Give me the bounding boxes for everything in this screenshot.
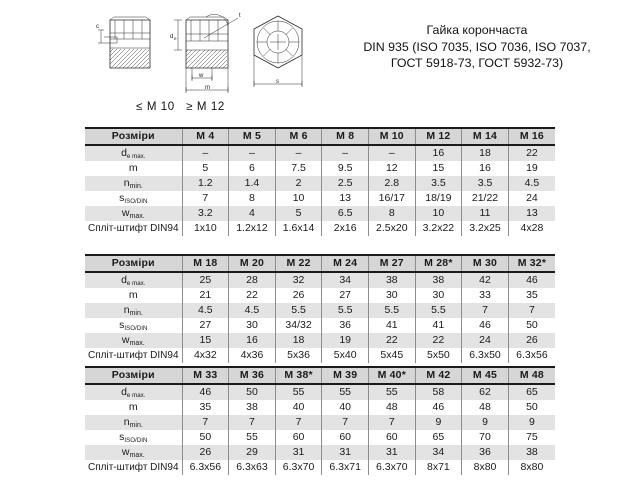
cell: 19 — [322, 333, 369, 348]
dim-label-s: s — [276, 79, 279, 85]
cell: 15 — [415, 161, 462, 176]
cell: 5.5 — [275, 303, 322, 318]
cell: 6.5 — [322, 206, 369, 221]
cell: 35 — [508, 288, 555, 303]
cell: 34/32 — [275, 318, 322, 333]
cell: 5.5 — [322, 303, 369, 318]
cell: 15 — [182, 333, 229, 348]
cell: 13 — [322, 191, 369, 206]
cell: 16 — [229, 333, 276, 348]
cell: 38 — [229, 400, 276, 415]
drawing-side-view-tall — [170, 13, 241, 93]
cell: – — [275, 145, 322, 161]
cell: 26 — [182, 445, 229, 460]
column-header: M 22 — [275, 255, 322, 272]
table-row — [85, 288, 555, 303]
cell: 5x50 — [415, 348, 462, 363]
column-header: M 20 — [229, 255, 276, 272]
cell: 5 — [275, 206, 322, 221]
dim-label-t: t — [239, 13, 241, 19]
cell: 16 — [415, 145, 462, 161]
cell: 22 — [415, 333, 462, 348]
row-label-s: $s_{ISO/DIN}$ — [85, 318, 182, 333]
column-header: M 4 — [182, 128, 229, 145]
cell: 8x71 — [415, 460, 462, 475]
cell: 38 — [368, 272, 415, 288]
cell: 8x80 — [508, 460, 555, 475]
cell: 34 — [415, 445, 462, 460]
column-header: M 39 — [322, 367, 369, 384]
cell: 6.3x71 — [322, 460, 369, 475]
table-row — [85, 221, 555, 236]
cell: 7 — [508, 303, 555, 318]
cell: 42 — [462, 272, 509, 288]
table-header-row — [85, 255, 555, 272]
cell: 7 — [462, 303, 509, 318]
column-header: M 14 — [462, 128, 509, 145]
table-row — [85, 303, 555, 318]
cell: 6.3x56 — [508, 348, 555, 363]
cell: 16 — [462, 161, 509, 176]
drawing-caption: ≤ M 10 ≥ M 12 — [136, 101, 225, 113]
cell: 12 — [368, 161, 415, 176]
cell: 62 — [462, 384, 509, 400]
cell: 6.3x56 — [182, 460, 229, 475]
dim-label-m: m — [205, 85, 210, 91]
cell: 48 — [368, 400, 415, 415]
column-header: M 38* — [275, 367, 322, 384]
cell: 60 — [322, 430, 369, 445]
cell: 41 — [368, 318, 415, 333]
column-header: M 24 — [322, 255, 369, 272]
cell: 1x10 — [182, 221, 229, 236]
cell: 46 — [508, 272, 555, 288]
table-row — [85, 333, 555, 348]
cell: 55 — [229, 430, 276, 445]
row-label-n: $n_{min.}$ — [85, 176, 182, 191]
cell: 9.5 — [322, 161, 369, 176]
drawing-top-view-hex — [254, 16, 302, 87]
header-area — [0, 0, 640, 122]
cell: 3.2 — [182, 206, 229, 221]
cell: 24 — [462, 333, 509, 348]
table-row — [85, 161, 555, 176]
cell: 3.2x25 — [462, 221, 509, 236]
cell: 3.2x22 — [415, 221, 462, 236]
table-row — [85, 415, 555, 430]
column-header: M 45 — [462, 367, 509, 384]
column-header: M 8 — [322, 128, 369, 145]
row-label-s: $s_{ISO/DIN}$ — [85, 430, 182, 445]
spec-table-2 — [85, 254, 555, 363]
cell: 40 — [275, 400, 322, 415]
castle-nut-drawing-svg — [88, 6, 318, 106]
cell: 55 — [322, 384, 369, 400]
cell: 65 — [508, 384, 555, 400]
row-label-s: $s_{ISO/DIN}$ — [85, 191, 182, 206]
table-header-row — [85, 367, 555, 384]
cell: 2.8 — [368, 176, 415, 191]
table-row — [85, 272, 555, 288]
row-label-n: $n_{min.}$ — [85, 415, 182, 430]
table-row — [85, 191, 555, 206]
cell: – — [322, 145, 369, 161]
cell: 6.3x70 — [275, 460, 322, 475]
cell: 5x45 — [368, 348, 415, 363]
drawing-side-view-short — [96, 17, 150, 68]
cell: 55 — [275, 384, 322, 400]
dim-label-de-sub: e — [174, 36, 177, 41]
cell: 33 — [462, 288, 509, 303]
cell: 8 — [229, 191, 276, 206]
cell: 24 — [508, 191, 555, 206]
title-line-2: DIN 935 (ISO 7035, ISO 7036, ISO 7037, — [363, 39, 591, 54]
cell: 18 — [462, 145, 509, 161]
cell: 7 — [182, 415, 229, 430]
cell: 16/17 — [368, 191, 415, 206]
column-header: Розміри — [85, 128, 182, 145]
column-header: M 27 — [368, 255, 415, 272]
column-header: M 48 — [508, 367, 555, 384]
cell: 27 — [322, 288, 369, 303]
column-header: M 16 — [508, 128, 555, 145]
cell: 26 — [275, 288, 322, 303]
cell: 34 — [322, 272, 369, 288]
cell: 9 — [415, 415, 462, 430]
cell: 1.4 — [229, 176, 276, 191]
cell: 65 — [415, 430, 462, 445]
cell: 4 — [229, 206, 276, 221]
row-label-split-pin: Спліт-штифт DIN94 — [85, 348, 182, 363]
cell: 10 — [415, 206, 462, 221]
cell: 35 — [182, 400, 229, 415]
cell: 50 — [508, 318, 555, 333]
row-label-w: $w_{max.}$ — [85, 206, 182, 221]
cell: 50 — [508, 400, 555, 415]
cell: 7 — [182, 191, 229, 206]
row-label-m: m — [85, 288, 182, 303]
cell: 30 — [368, 288, 415, 303]
cell: 1.2 — [182, 176, 229, 191]
cell: 36 — [322, 318, 369, 333]
cell: 4x32 — [182, 348, 229, 363]
cell: 2 — [275, 176, 322, 191]
cell: 6.3x50 — [462, 348, 509, 363]
row-label-m: m — [85, 400, 182, 415]
cell: 31 — [322, 445, 369, 460]
cell: 6.3x70 — [368, 460, 415, 475]
cell: 30 — [229, 318, 276, 333]
cell: 3.5 — [415, 176, 462, 191]
cell: 36 — [462, 445, 509, 460]
cell: 6.3x63 — [229, 460, 276, 475]
column-header: M 5 — [229, 128, 276, 145]
cell: 7 — [229, 415, 276, 430]
cell: 46 — [415, 400, 462, 415]
cell: 31 — [368, 445, 415, 460]
title-line-3: ГОСТ 5918-73, ГОСТ 5932-73) — [390, 56, 564, 70]
table-row — [85, 430, 555, 445]
row-label-de: $d_{e max.}$ — [85, 145, 182, 161]
cell: 22 — [229, 288, 276, 303]
cell: 9 — [508, 415, 555, 430]
cell: 29 — [229, 445, 276, 460]
table-row — [85, 384, 555, 400]
cell: 40 — [322, 400, 369, 415]
table-row — [85, 206, 555, 221]
column-header: M 30 — [462, 255, 509, 272]
cell: 60 — [275, 430, 322, 445]
table-row — [85, 145, 555, 161]
row-label-w: $w_{max.}$ — [85, 445, 182, 460]
cell: 19 — [508, 161, 555, 176]
cell: 1.6x14 — [275, 221, 322, 236]
column-header: M 10 — [368, 128, 415, 145]
cell: 13 — [508, 206, 555, 221]
spec-table-1 — [85, 127, 555, 236]
column-header: M 36 — [229, 367, 276, 384]
cell: 2x16 — [322, 221, 369, 236]
cell: 5x40 — [322, 348, 369, 363]
cell: 4x28 — [508, 221, 555, 236]
cell: 50 — [182, 430, 229, 445]
cell: 58 — [415, 384, 462, 400]
dim-label-de: d — [170, 34, 174, 40]
cell: 21 — [182, 288, 229, 303]
cell: 7 — [322, 415, 369, 430]
cell: 2.5x20 — [368, 221, 415, 236]
cell: 50 — [229, 384, 276, 400]
spec-table-3 — [85, 366, 555, 475]
cell: 5x36 — [275, 348, 322, 363]
cell: 38 — [508, 445, 555, 460]
column-header: M 40* — [368, 367, 415, 384]
cell: 30 — [415, 288, 462, 303]
cell: 32 — [275, 272, 322, 288]
cell: 5 — [182, 161, 229, 176]
cell: 25 — [182, 272, 229, 288]
cell: 46 — [462, 318, 509, 333]
row-label-split-pin: Спліт-штифт DIN94 — [85, 221, 182, 236]
cell: – — [229, 145, 276, 161]
cell: 75 — [508, 430, 555, 445]
cell: 48 — [462, 400, 509, 415]
cell: – — [182, 145, 229, 161]
column-header: Розміри — [85, 367, 182, 384]
dim-label-c: c — [96, 24, 99, 30]
cell: 21/22 — [462, 191, 509, 206]
column-header: M 18 — [182, 255, 229, 272]
cell: 27 — [182, 318, 229, 333]
cell: 3.5 — [462, 176, 509, 191]
cell: 4.5 — [182, 303, 229, 318]
cell: 7 — [368, 415, 415, 430]
table-row — [85, 318, 555, 333]
cell: 18/19 — [415, 191, 462, 206]
table-row — [85, 176, 555, 191]
row-label-de: $d_{e max.}$ — [85, 384, 182, 400]
table-row — [85, 400, 555, 415]
title-line-1: Гайка корончаста — [426, 23, 528, 37]
cell: 10 — [275, 191, 322, 206]
cell: 4x36 — [229, 348, 276, 363]
cell: – — [368, 145, 415, 161]
column-header: M 42 — [415, 367, 462, 384]
column-header: M 33 — [182, 367, 229, 384]
cell: 6 — [229, 161, 276, 176]
cell: 8 — [368, 206, 415, 221]
cell: 26 — [508, 333, 555, 348]
column-header: Розміри — [85, 255, 182, 272]
dim-label-w: w — [199, 73, 204, 79]
cell: 7 — [275, 415, 322, 430]
cell: 70 — [462, 430, 509, 445]
cell: 4.5 — [229, 303, 276, 318]
row-label-de: $d_{e max.}$ — [85, 272, 182, 288]
column-header: M 6 — [275, 128, 322, 145]
cell: 55 — [368, 384, 415, 400]
cell: 9 — [462, 415, 509, 430]
column-header: M 28* — [415, 255, 462, 272]
page-title — [322, 22, 632, 72]
table-row — [85, 348, 555, 363]
cell: 28 — [229, 272, 276, 288]
cell: 41 — [415, 318, 462, 333]
row-label-n: $n_{min.}$ — [85, 303, 182, 318]
cell: 22 — [508, 145, 555, 161]
table-header-row — [85, 128, 555, 145]
cell: 46 — [182, 384, 229, 400]
column-header: M 12 — [415, 128, 462, 145]
cell: 18 — [275, 333, 322, 348]
cell: 22 — [368, 333, 415, 348]
cell: 38 — [415, 272, 462, 288]
table-row — [85, 460, 555, 475]
cell: 31 — [275, 445, 322, 460]
row-label-m: m — [85, 161, 182, 176]
cell: 7.5 — [275, 161, 322, 176]
cell: 2.5 — [322, 176, 369, 191]
column-header: M 32* — [508, 255, 555, 272]
cell: 1.2x12 — [229, 221, 276, 236]
row-label-split-pin: Спліт-штифт DIN94 — [85, 460, 182, 475]
cell: 4.5 — [508, 176, 555, 191]
cell: 11 — [462, 206, 509, 221]
cell: 5.5 — [368, 303, 415, 318]
row-label-w: $w_{max.}$ — [85, 333, 182, 348]
table-row — [85, 445, 555, 460]
cell: 60 — [368, 430, 415, 445]
cell: 8x80 — [462, 460, 509, 475]
cell: 5.5 — [415, 303, 462, 318]
